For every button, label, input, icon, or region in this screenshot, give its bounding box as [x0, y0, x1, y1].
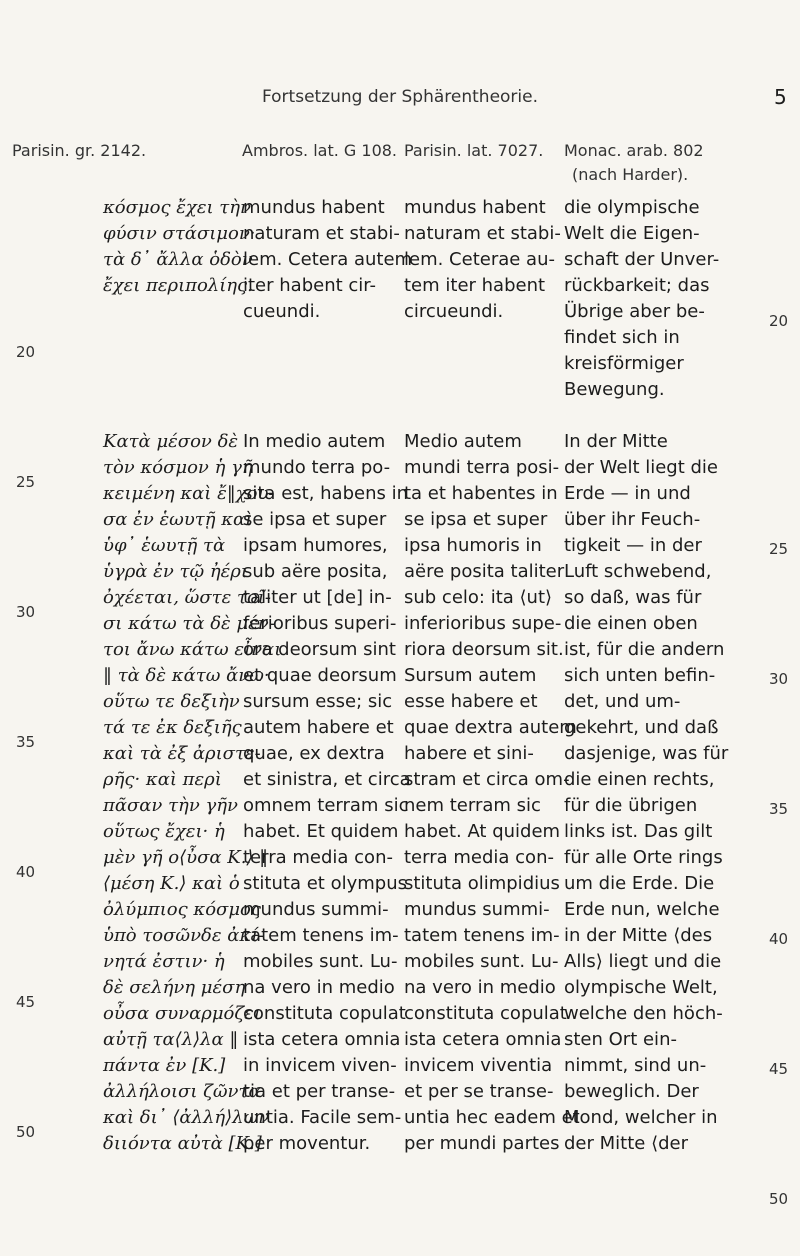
- greek-line: κειμένη καὶ ἔ‖χου-: [103, 483, 275, 504]
- latin1-line: in invicem viven-: [243, 1055, 397, 1076]
- latin1-line: ferioribus superi-: [243, 613, 397, 634]
- german-line: dasjenige, was für: [564, 743, 729, 764]
- latin2-line: ta et habentes in: [404, 483, 558, 504]
- german-line: In der Mitte: [564, 431, 668, 452]
- greek-line: σι κάτω τὰ δὲ μέν-: [103, 613, 275, 634]
- left-line-number: 45: [16, 993, 36, 1011]
- german-line: kreisförmiger: [564, 353, 684, 374]
- greek-line: δὲ σελήνη μέση: [103, 977, 246, 998]
- german-line: um die Erde. Die: [564, 873, 715, 894]
- latin2-line: mobiles sunt. Lu-: [404, 951, 559, 972]
- german-line: die einen rechts,: [564, 769, 715, 790]
- latin1-line: per moventur.: [243, 1133, 371, 1154]
- german-line: nimmt, sind un-: [564, 1055, 707, 1076]
- german-line: gekehrt, und daß: [564, 717, 719, 738]
- german-line: Luft schwebend,: [564, 561, 712, 582]
- running-title: Fortsetzung der Sphärentheorie.: [261, 87, 539, 107]
- latin1-line: mundus summi-: [243, 899, 389, 920]
- latin1-line: sursum esse; sic: [243, 691, 393, 712]
- latin1-line: taliter ut [de] in-: [243, 587, 392, 608]
- latin2-line: Medio autem: [404, 431, 522, 452]
- latin1-line: cueundi.: [243, 301, 321, 322]
- german-line: Welt die Eigen-: [564, 223, 700, 244]
- german-line: olympische Welt,: [564, 977, 718, 998]
- left-line-number: 40: [16, 863, 36, 881]
- greek-line: ἀλλήλοισι ζῶντα: [103, 1081, 261, 1102]
- german-line: Bewegung.: [564, 379, 665, 400]
- german-line: über ihr Feuch-: [564, 509, 701, 530]
- greek-line: πᾶσαν τὴν γῆν: [103, 795, 238, 816]
- latin2-line: naturam et stabi-: [404, 223, 561, 244]
- german-heading-line-1: Monac. arab. 802: [564, 141, 704, 160]
- greek-line: οὕτως ἔχει· ἡ: [103, 821, 225, 842]
- latin1-line: omnem terram sic: [243, 795, 409, 816]
- latin1-line: et quae deorsum: [243, 665, 397, 686]
- latin2-line: aëre posita taliter: [404, 561, 565, 582]
- latin1-line: mundus habent: [243, 197, 385, 218]
- german-line: Erde — in und: [564, 483, 691, 504]
- latin1-line: naturam et stabi-: [243, 223, 400, 244]
- left-line-number: 50: [16, 1123, 36, 1141]
- german-line: sten Ort ein-: [564, 1029, 677, 1050]
- german-line: die olympische: [564, 197, 700, 218]
- greek-line: καὶ δι᾽ ⟨ἀλλή⟩λων: [103, 1107, 270, 1128]
- greek-line: καὶ τὰ ἐξ ἀριστε-: [103, 743, 261, 764]
- greek-line: οὕτω τε δεξιὴν: [103, 691, 240, 712]
- german-line: so daß, was für: [564, 587, 702, 608]
- latin2-line: habere et sini-: [404, 743, 534, 764]
- greek-line: τὸν κόσμον ἡ γῆ: [103, 457, 253, 478]
- latin2-column-heading: Parisin. lat. 7027.: [404, 141, 544, 160]
- german-line: schaft der Unver-: [564, 249, 720, 270]
- latin2-line: mundus summi-: [404, 899, 550, 920]
- latin1-line: lem. Cetera autem: [243, 249, 413, 270]
- latin1-line: stituta et olympus: [243, 873, 407, 894]
- german-line: Erde nun, welche: [564, 899, 720, 920]
- greek-line: αὐτῇ τα⟨λ⟩λα ‖: [103, 1029, 239, 1050]
- right-line-number: 40: [769, 930, 789, 948]
- greek-line: ὀχέεται, ὥστε τοῖ-: [103, 587, 271, 608]
- german-line: Alls⟩ liegt und die: [564, 951, 722, 972]
- latin2-line: ista cetera omnia: [404, 1029, 562, 1050]
- latin1-line: sita est, habens in: [243, 483, 408, 504]
- latin1-line: et sinistra, et circa: [243, 769, 411, 790]
- latin1-column-heading: Ambros. lat. G 108.: [242, 141, 398, 160]
- left-line-number: 20: [16, 343, 36, 361]
- greek-line: κόσμος ἔχει τὴν: [103, 197, 251, 218]
- spacer: [404, 403, 580, 429]
- latin2-line: mundi terra posi-: [404, 457, 560, 478]
- spacer: [243, 403, 412, 429]
- spacer: [564, 403, 728, 429]
- latin1-line: habet. Et quidem: [243, 821, 399, 842]
- right-line-number: 30: [769, 670, 789, 688]
- greek-line: ὑγρὰ ἐν τῷ ἠέρι: [103, 561, 248, 582]
- latin2-line: invicem viventia: [404, 1055, 553, 1076]
- page-header: [0, 87, 800, 117]
- right-line-number: 25: [769, 540, 789, 558]
- spacer: [243, 325, 412, 351]
- latin1-line: ista cetera omnia: [243, 1029, 401, 1050]
- greek-line: ⟨μέση K.⟩ καὶ ὁ: [103, 873, 240, 894]
- greek-line: διιόντα αὐτὰ [K.]: [103, 1133, 262, 1154]
- greek-line: μὲν γῆ ο⟨ὖσα K.⟩ ‖: [103, 847, 269, 868]
- german-line: findet sich in: [564, 327, 680, 348]
- german-line: Übrige aber be-: [564, 301, 705, 322]
- latin2-line: constituta copulat: [404, 1003, 567, 1024]
- german-heading-line-2: (nach Harder).: [572, 165, 689, 184]
- left-line-number: 30: [16, 603, 36, 621]
- latin2-line: Sursum autem: [404, 665, 537, 686]
- latin2-line: mundus habent: [404, 197, 546, 218]
- right-line-number: 45: [769, 1060, 789, 1078]
- latin2-line: nem terram sic: [404, 795, 541, 816]
- german-line: links ist. Das gilt: [564, 821, 713, 842]
- greek-line: ρῆς· καὶ περὶ: [103, 769, 222, 790]
- spacer: [404, 325, 580, 351]
- greek-line: τά τε ἐκ δεξιῆς: [103, 717, 242, 738]
- greek-line: σα ἐν ἑωυτῇ καὶ: [103, 509, 253, 530]
- greek-line: Κατὰ μέσον δὲ: [103, 431, 239, 452]
- german-line: der Welt liegt die: [564, 457, 719, 478]
- latin2-line: et per se transe-: [404, 1081, 554, 1102]
- latin1-line: autem habere et: [243, 717, 394, 738]
- greek-line: φύσιν στάσιμον·: [103, 223, 256, 244]
- greek-column-heading: Parisin. gr. 2142.: [12, 141, 147, 160]
- latin2-line: per mundi partes: [404, 1133, 560, 1154]
- left-line-number: 35: [16, 733, 36, 751]
- latin2-line: lem. Ceterae au-: [404, 249, 555, 270]
- german-text-column: [564, 195, 728, 1157]
- latin2-text-column: [404, 195, 580, 1157]
- latin2-line: tem iter habent: [404, 275, 546, 296]
- right-line-number: 20: [769, 312, 789, 330]
- german-line: für die übrigen: [564, 795, 698, 816]
- latin1-line: tia et per transe-: [243, 1081, 396, 1102]
- latin2-line: tatem tenens im-: [404, 925, 560, 946]
- spacer: [243, 377, 412, 403]
- greek-line: νητά ἐστιν· ἡ: [103, 951, 225, 972]
- german-line: welche den höch-: [564, 1003, 723, 1024]
- greek-line: ὀλύμπιος κόσμος: [103, 899, 261, 920]
- greek-line: ὑφ᾽ ἑωυτῇ τὰ: [103, 535, 226, 556]
- left-line-number: 25: [16, 473, 36, 491]
- latin2-line: circueundi.: [404, 301, 504, 322]
- greek-line: ὑπὸ τοσῶνδε ἀκί-: [103, 925, 265, 946]
- latin1-line: mobiles sunt. Lu-: [243, 951, 398, 972]
- page-number: 5: [774, 85, 787, 109]
- german-line: det, und um-: [564, 691, 681, 712]
- latin2-line: esse habere et: [404, 691, 538, 712]
- latin1-line: se ipsa et super: [243, 509, 387, 530]
- latin2-line: sub celo: ita ⟨ut⟩: [404, 587, 553, 608]
- latin1-line: iter habent cir-: [243, 275, 377, 296]
- latin1-line: tatem tenens im-: [243, 925, 399, 946]
- german-line: die einen oben: [564, 613, 698, 634]
- german-line: in der Mitte ⟨des: [564, 925, 713, 946]
- german-line: ist, für die andern: [564, 639, 725, 660]
- greek-line: πάντα ἐν [K.]: [103, 1055, 226, 1076]
- latin2-line: inferioribus supe-: [404, 613, 562, 634]
- spacer: [243, 351, 412, 377]
- latin1-line: ipsam humores,: [243, 535, 388, 556]
- latin1-line: mundo terra po-: [243, 457, 391, 478]
- latin2-line: quae dextra autem: [404, 717, 577, 738]
- latin2-line: se ipsa et super: [404, 509, 548, 530]
- right-line-number: 50: [769, 1190, 789, 1208]
- latin2-line: stituta olimpidius: [404, 873, 560, 894]
- german-line: für alle Orte rings: [564, 847, 723, 868]
- greek-line: ἔχει περιπολίης.: [103, 275, 253, 296]
- spacer: [404, 351, 580, 377]
- spacer: [404, 377, 580, 403]
- latin2-line: riora deorsum sit.: [404, 639, 564, 660]
- latin1-line: In medio autem: [243, 431, 386, 452]
- german-line: beweglich. Der: [564, 1081, 699, 1102]
- greek-line: τοι ἄνω κάτω εἶναι: [103, 639, 282, 660]
- latin1-line: terra media con-: [243, 847, 393, 868]
- german-line: rückbarkeit; das: [564, 275, 710, 296]
- latin2-line: ipsa humoris in: [404, 535, 542, 556]
- right-line-number: 35: [769, 800, 789, 818]
- german-line: Mond, welcher in: [564, 1107, 718, 1128]
- latin2-line: na vero in medio: [404, 977, 556, 998]
- german-line: tigkeit — in der: [564, 535, 702, 556]
- latin1-line: untia. Facile sem-: [243, 1107, 402, 1128]
- latin2-line: habet. At quidem: [404, 821, 561, 842]
- greek-line: ‖ τὰ δὲ κάτω ἄνω·: [103, 665, 270, 686]
- latin1-line: constituta copulat: [243, 1003, 406, 1024]
- latin2-line: stram et circa om-: [404, 769, 570, 790]
- german-column-heading: [564, 139, 704, 187]
- german-line: sich unten befin-: [564, 665, 716, 686]
- german-line: der Mitte ⟨der: [564, 1133, 688, 1154]
- latin1-line: ora deorsum sint: [243, 639, 396, 660]
- latin2-line: terra media con-: [404, 847, 554, 868]
- greek-line: οὖσα συναρμόζει: [103, 1003, 261, 1024]
- greek-line: τὰ δ᾽ ἄλλα ὁδὸν: [103, 249, 253, 270]
- latin2-line: untia hec eadem et: [404, 1107, 580, 1128]
- latin1-text-column: [243, 195, 412, 1157]
- latin1-line: na vero in medio: [243, 977, 395, 998]
- latin1-line: quae, ex dextra: [243, 743, 385, 764]
- latin1-line: sub aëre posita,: [243, 561, 388, 582]
